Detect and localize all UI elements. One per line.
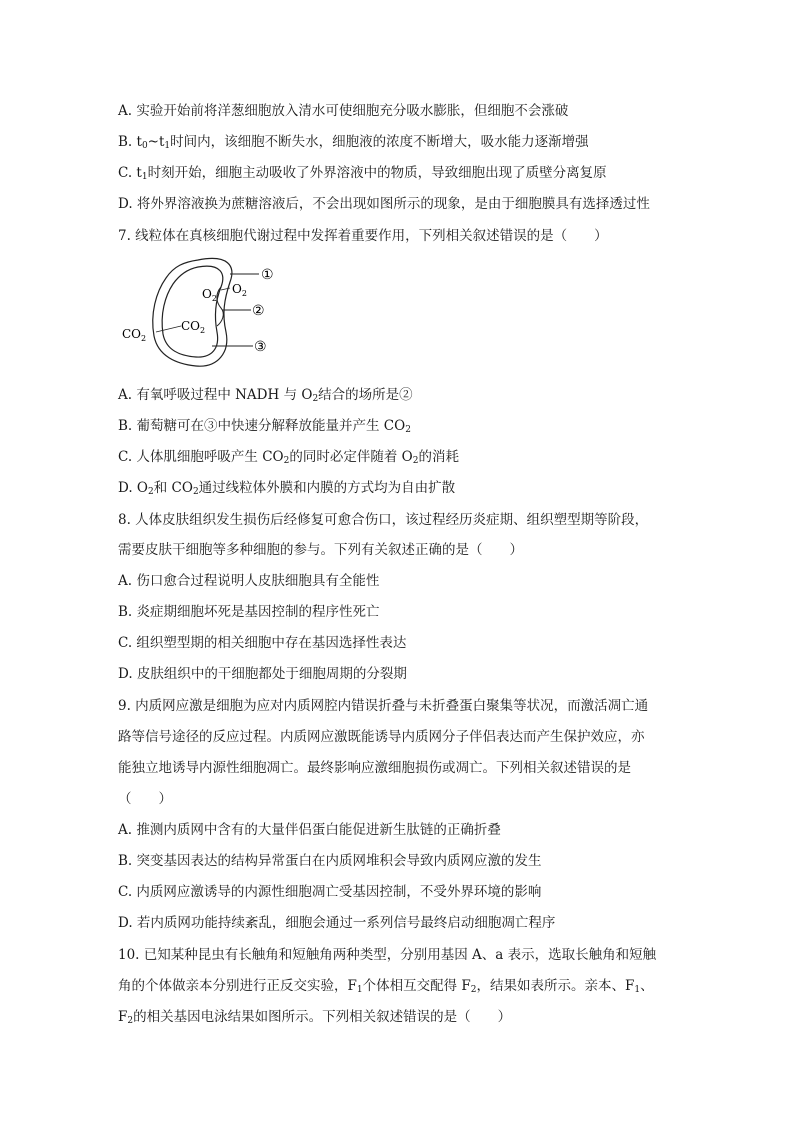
q10-stem-line2: 角的个体做亲本分别进行正反交实验，$F_1$个体相互交配得 $F_2$，结果如表所示。亲本、$F_1$、: [118, 978, 654, 995]
mitochondrion-diagram: [118, 252, 288, 374]
outer-membrane: [153, 258, 232, 366]
q8-option-b: B. 炎症期细胞坏死是基因控制的程序性死亡: [118, 604, 380, 620]
q7-option-a: A. 有氧呼吸过程中 NADH 与 $O_2$结合的场所是②: [118, 387, 413, 404]
q9-stem-line1: 9. 内质网应激是细胞为应对内质网腔内错误折叠与未折叠蛋白聚集等状况，而激活凋亡通: [118, 698, 649, 714]
q10-stem-line1: 10. 已知某种昆虫有长触角和短触角两种类型，分别用基因 A、a 表示，选取长触角和短触: [118, 947, 657, 963]
q7-option-b: B. 葡萄糖可在③中快速分解释放能量并产生 $CO_2$: [118, 418, 411, 435]
q6-option-a: A. 实验开始前将洋葱细胞放入清水可使细胞充分吸水膨胀，但细胞不会涨破: [118, 103, 569, 119]
q9-option-c: C. 内质网应激诱导的内源性细胞凋亡受基因控制，不受外界环境的影响: [118, 884, 542, 900]
q7-option-d: D. $O_2$和 $CO_2$通过线粒体外膜和内膜的方式均为自由扩散: [118, 480, 456, 497]
q8-stem-line2: 需要皮肤干细胞等多种细胞的参与。下列有关叙述正确的是（ ）: [118, 542, 523, 558]
q8-stem-line1: 8. 人体皮肤组织发生损伤后经修复可愈合伤口，该过程经历炎症期、组织塑型期等阶段，: [118, 512, 649, 528]
q9-option-a: A. 推测内质网中含有的大量伴侣蛋白能促进新生肽链的正确折叠: [118, 822, 501, 838]
q7-option-c: C. 人体肌细胞呼吸产生 $CO_2$的同时必定伴随着 $O_2$的消耗: [118, 449, 459, 466]
q7-stem: 7. 线粒体在真核细胞代谢过程中发挥着重要作用，下列相关叙述错误的是（ ）: [118, 228, 608, 244]
q6-option-b: B. $t_0\sim t_1$时间内，该细胞不断失水，细胞液的浓度不断增大，吸水能力逐渐增强: [118, 134, 589, 151]
o2-outer-label: $O_2$: [232, 282, 247, 298]
label-1: ①: [261, 267, 274, 283]
q9-stem-line4: （ ）: [118, 791, 172, 807]
q8-option-c: C. 组织塑型期的相关细胞中存在基因选择性表达: [118, 635, 407, 651]
q6-option-c: C. $t_1$时刻开始，细胞主动吸收了外界溶液中的物质，导致细胞出现了质壁分离复原: [118, 165, 607, 182]
q9-option-d: D. 若内质网功能持续紊乱，细胞会通过一系列信号最终启动细胞凋亡程序: [118, 915, 556, 931]
q10-stem-line3: $F_2$的相关基因电泳结果如图所示。下列相关叙述错误的是（ ）: [118, 1009, 512, 1026]
co2-outer-label: $CO_2$: [122, 327, 147, 343]
q8-option-d: D. 皮肤组织中的干细胞都处于细胞周期的分裂期: [118, 666, 407, 682]
q8-option-a: A. 伤口愈合过程说明人皮肤细胞具有全能性: [118, 573, 380, 589]
q9-stem-line2: 路等信号途径的反应过程。内质网应激既能诱导内质网分子伴侣表达而产生保护效应，亦: [118, 729, 645, 745]
q9-stem-line3: 能独立地诱导内源性细胞凋亡。最终影响应激细胞损伤或凋亡。下列相关叙述错误的是: [118, 760, 631, 776]
label-3: ③: [254, 339, 267, 355]
inner-membrane: [162, 266, 223, 357]
cristae-fold: [217, 287, 223, 326]
q6-option-d: D. 将外界溶液换为蔗糖溶液后，不会出现如图所示的现象，是由于细胞膜具有选择透过性: [118, 196, 650, 212]
label-2: ②: [252, 303, 265, 319]
co2-inner-label: $CO_2$: [181, 319, 206, 335]
q9-option-b: B. 突变基因表达的结构异常蛋白在内质网堆积会导致内质网应激的发生: [118, 853, 542, 869]
o2-inner-label: $O_2$: [202, 287, 217, 303]
